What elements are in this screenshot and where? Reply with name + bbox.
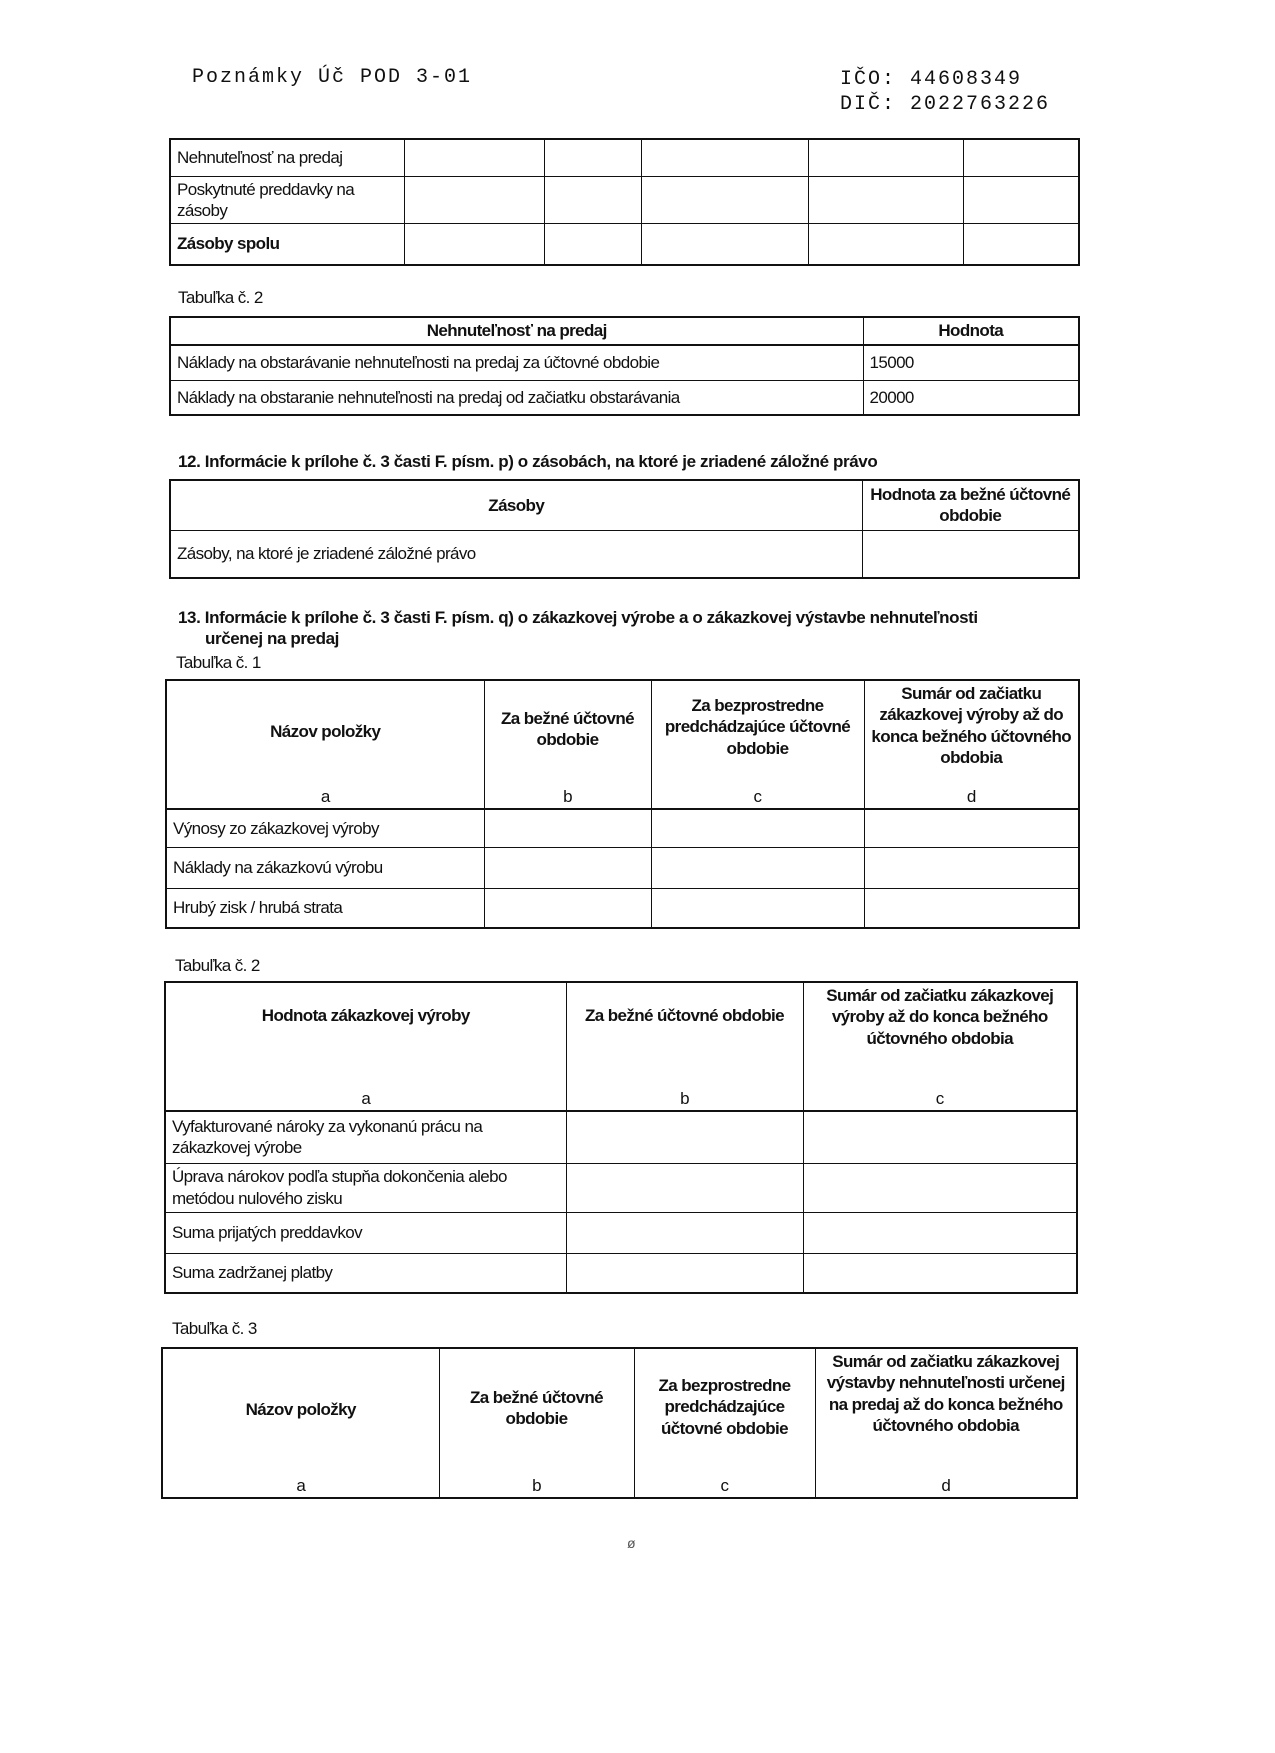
row-label: Suma zadržanej platby (165, 1253, 566, 1293)
inventory-table-continuation (169, 138, 1080, 266)
table-caption: Tabuľka č. 3 (172, 1319, 257, 1338)
row-label: Zásoby, na ktoré je zriadené záložné právo (170, 530, 862, 578)
contract-production-table-1 (165, 679, 1080, 929)
table-caption: Tabuľka č. 1 (176, 653, 261, 672)
row-label: Suma prijatých preddavkov (165, 1212, 566, 1253)
row-label: Nehnuteľnosť na predaj (170, 139, 404, 176)
column-header-d: Sumár od začiatku zákazkovej výstavby nehnuteľnosti určenej na predaj až do konca bežného účtovného obdobia d (815, 1348, 1077, 1498)
column-header-a: Hodnota zákazkovej výroby a (165, 982, 566, 1111)
row-label: Výnosy zo zákazkovej výroby (166, 809, 484, 847)
ico: IČO: 44608349 (840, 68, 1023, 91)
document-title: Poznámky Úč POD 3-01 (192, 66, 473, 89)
row-label: Hrubý zisk / hrubá strata (166, 888, 484, 928)
section-12-heading: 12. Informácie k prílohe č. 3 časti F. písm. p) o zásobách, na ktoré je zriadené záložné právo (178, 452, 878, 471)
column-header-b: Za bežné účtovné obdobie b (439, 1348, 634, 1498)
column-header: Hodnota (863, 317, 1079, 345)
column-header-a: Názov položky a (166, 680, 484, 809)
row-label: Úprava nárokov podľa stupňa dokončenia alebo metódou nulového zisku (165, 1163, 566, 1212)
table-caption: Tabuľka č. 2 (178, 288, 263, 307)
column-header: Zásoby (170, 480, 862, 530)
contract-construction-table-3 (161, 1347, 1078, 1499)
pledged-inventory-table (169, 479, 1080, 579)
column-header-c: Sumár od začiatku zákazkovej výroby až do konca bežného účtovného obdobia c (803, 982, 1077, 1111)
column-header: Nehnuteľnosť na predaj (170, 317, 863, 345)
section-13-heading: 13. Informácie k prílohe č. 3 časti F. písm. q) o zákazkovej výrobe a o zákazkovej výstavbe nehnuteľnosti (178, 608, 978, 627)
column-header-c: Za bezprostredne predchádzajúce účtovné obdobie c (651, 680, 864, 809)
row-label: Náklady na obstarávanie nehnuteľnosti na predaj za účtovné obdobie (170, 345, 863, 380)
row-label: Náklady na obstaranie nehnuteľnosti na predaj od začiatku obstarávania (170, 380, 863, 415)
property-for-sale-table (169, 316, 1080, 416)
column-header-b: Za bežné účtovné obdobie b (484, 680, 651, 809)
column-header: Hodnota za bežné účtovné obdobie (862, 480, 1079, 530)
row-label: Náklady na zákazkovú výrobu (166, 847, 484, 888)
row-value: 20000 (863, 380, 1079, 415)
dic: DIČ: 2022763226 (840, 93, 1051, 116)
column-header-d: Sumár od začiatku zákazkovej výroby až do konca bežného účtovného obdobia d (864, 680, 1079, 809)
column-header-c: Za bezprostredne predchádzajúce účtovné obdobie c (634, 1348, 815, 1498)
column-header-b: Za bežné účtovné obdobie b (566, 982, 803, 1111)
row-label: Poskytnuté preddavky na zásoby (170, 176, 404, 224)
column-header-a: Názov položky a (162, 1348, 439, 1498)
contract-production-table-2 (164, 981, 1078, 1294)
section-13-heading-cont: určenej na predaj (205, 629, 339, 648)
row-label: Zásoby spolu (170, 224, 404, 265)
table-caption: Tabuľka č. 2 (175, 956, 260, 975)
row-value: 15000 (863, 345, 1079, 380)
row-label: Vyfakturované nároky za vykonanú prácu na zákazkovej výrobe (165, 1111, 566, 1163)
page-mark: ø (627, 1535, 635, 1551)
